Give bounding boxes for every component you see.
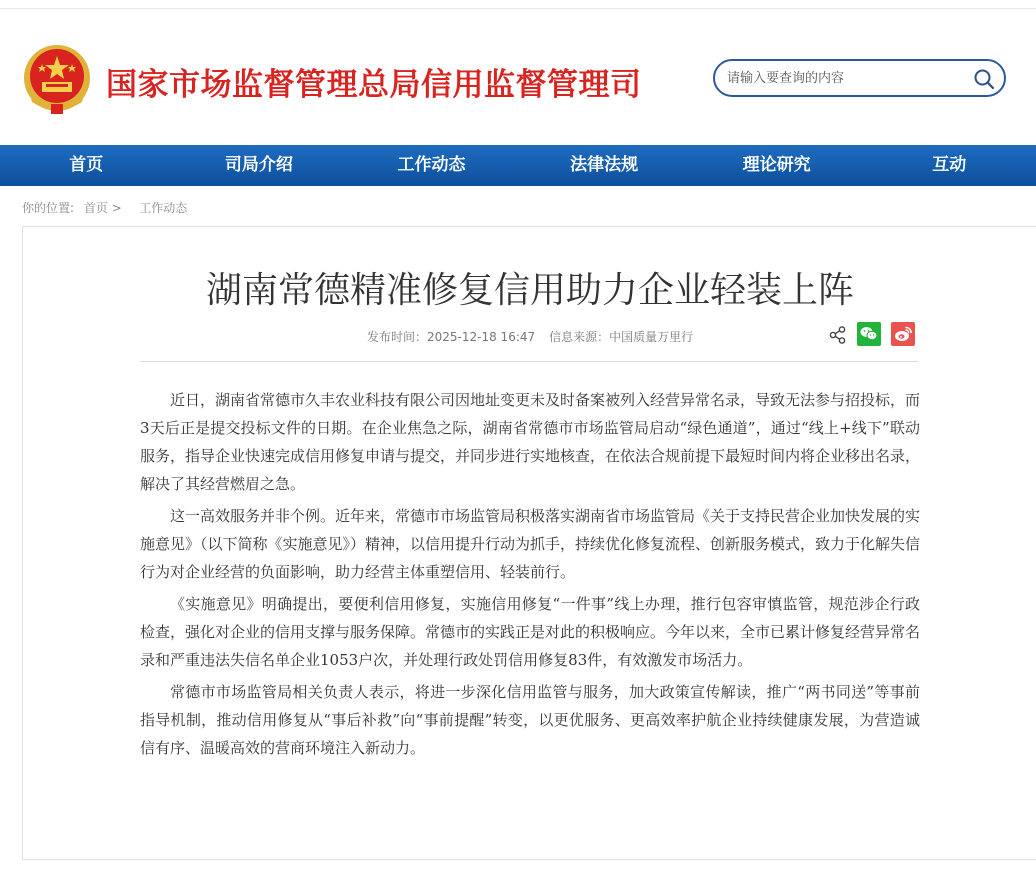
breadcrumb-current-link[interactable]: 工作动态 xyxy=(139,201,188,215)
article-body xyxy=(140,386,920,766)
search-input[interactable] xyxy=(727,68,967,88)
wechat-share-button[interactable] xyxy=(857,322,881,346)
article-paragraph: 近日，湖南省常德市久丰农业科技有限公司因地址变更未及时备案被列入经营异常名录，导致无法参与招投标，而3天后正是提交投标文件的日期。在企业焦急之际，湖南省常德市市场监管局启动“绿色通道”，通过“线上+线下”联动服务，指导企业快速完成信用修复申请与提交，并同步进行实地核查，在依法合规前提下最短时间内将企业移出名录，解决了其经营燃眉之急。 xyxy=(140,391,921,493)
main-nav xyxy=(0,145,1036,186)
nav-item-laws[interactable]: 法律法规 xyxy=(570,155,639,175)
weibo-icon xyxy=(891,322,915,346)
wechat-icon xyxy=(857,322,881,346)
breadcrumb xyxy=(22,199,187,216)
site-header xyxy=(0,9,1036,145)
nav-item-home[interactable]: 首页 xyxy=(69,155,104,175)
search-icon[interactable] xyxy=(972,67,996,91)
publish-time: 发布时间：2025-12-18 16:47 xyxy=(367,330,536,344)
info-source: 信息来源：中国质量万里行 xyxy=(549,330,694,344)
article-meta xyxy=(367,328,693,345)
article-paragraph: 常德市市场监管局相关负责人表示，将进一步深化信用监管与服务，加大政策宣传解读，推广“两书同送”等事前指导机制，推动信用修复从“事后补救”向“事前提醒”转变，以更优服务、更高效率护航企业持续健康发展，为营造诚信有序、温暖高效的营商环境注入新动力。 xyxy=(140,683,920,757)
weibo-share-button[interactable] xyxy=(891,322,915,346)
search-box xyxy=(713,59,1006,97)
article-title: 湖南常德精准修复信用助力企业轻装上阵 xyxy=(205,270,854,311)
national-emblem-icon[interactable] xyxy=(22,42,92,116)
article-paragraph: 这一高效服务并非个例。近年来，常德市市场监管局积极落实湖南省市场监管局《关于支持民营企业加快发展的实施意见》（以下简称《实施意见》）精神，以信用提升行动为抓手，持续优化修复流程、创新服务模式，致力于化解失信行为对企业经营的负面影响，助力经营主体重塑信用、轻装前行。 xyxy=(140,507,921,581)
site-title: 国家市场监督管理总局信用监督管理司 xyxy=(106,67,642,103)
nav-item-interaction[interactable]: 互动 xyxy=(932,155,967,175)
breadcrumb-prefix: 你的位置: xyxy=(22,201,75,215)
meta-divider xyxy=(140,361,918,362)
nav-item-work-news[interactable]: 工作动态 xyxy=(397,155,466,175)
nav-item-theory-research[interactable]: 理论研究 xyxy=(742,155,811,175)
share-icon[interactable] xyxy=(828,325,848,345)
nav-item-bureau-intro[interactable]: 司局介绍 xyxy=(224,155,293,175)
article-paragraph: 《实施意见》明确提出，要便利信用修复，实施信用修复“一件事”线上办理，推行包容审慎监管，规范涉企行政检查，强化对企业的信用支撑与服务保障。常德市的实践正是对此的积极响应。今年以来，全市已累计修复经营异常名录和严重违法失信名单企业1053户次，并处理行政处罚信用修复83件，有效激发市场活力。 xyxy=(140,595,921,669)
breadcrumb-home-link[interactable]: 首页 > xyxy=(83,201,122,215)
